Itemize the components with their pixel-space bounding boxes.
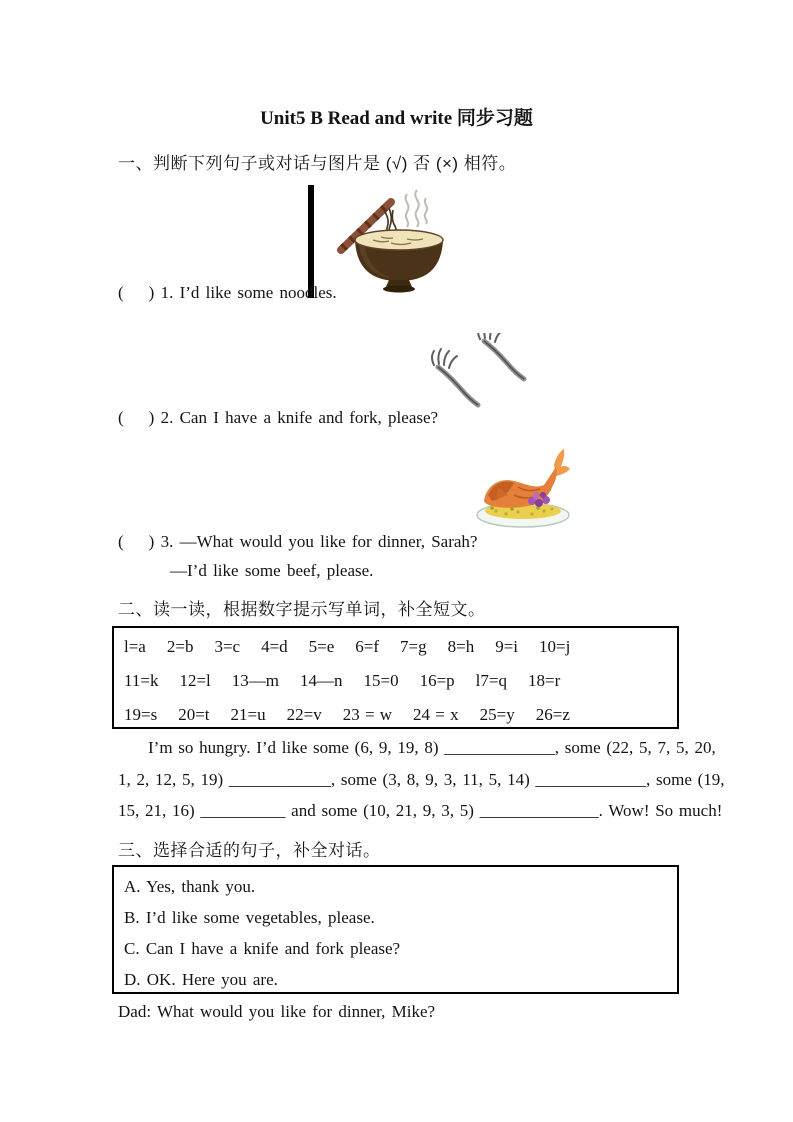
judge-item-3-line1: ( ) 3. —What would you like for dinner, Sarah? bbox=[118, 532, 478, 551]
options-box bbox=[112, 865, 679, 994]
fork-right bbox=[478, 333, 524, 379]
passage-line-3: 15, 21, 16) __________ and some (10, 21, 9, 3, 5) ______________. Wow! So much! bbox=[118, 801, 723, 820]
passage-line-1: I’m so hungry. I’d like some (6, 9, 19, 8) _____________, some (22, 5, 7, 5, 20, bbox=[148, 738, 716, 757]
page-title: Unit5 B Read and write 同步习题 bbox=[260, 108, 533, 129]
dialogue-dad-line: Dad: What would you like for dinner, Mike? bbox=[118, 1002, 436, 1021]
option-c: C. Can I have a knife and fork please? bbox=[124, 939, 401, 958]
option-a: A. Yes, thank you. bbox=[124, 877, 256, 896]
fish-dish-image bbox=[474, 443, 572, 531]
section-two-heading: 二、读一读，根据数字提示写单词，补全短文。 bbox=[118, 600, 486, 619]
code-row-3: 19=s 20=t 21=u 22=v 23 = w 24 = x 25=y 26=z bbox=[124, 705, 570, 724]
code-row-2: 11=k 12=l 13—m 14—n 15=0 16=p l7=q 18=r bbox=[124, 671, 561, 690]
judge-item-1: ( ) 1. I’d like some noodles. bbox=[118, 283, 337, 302]
judge-item-2: ( ) 2. Can I have a knife and fork, please? bbox=[118, 408, 439, 427]
section-one-heading: 一、判断下列句子或对话与图片是 (√) 否 (×) 相符。 bbox=[118, 154, 517, 173]
steam-lines bbox=[406, 190, 428, 227]
vertical-divider-bar bbox=[308, 185, 314, 298]
fork-left bbox=[432, 349, 478, 405]
passage-line-2: 1, 2, 12, 5, 19) ____________, some (3, 8, 9, 3, 11, 5, 14) _____________, some (19, bbox=[118, 770, 725, 789]
option-d: D. OK. Here you are. bbox=[124, 970, 278, 989]
judge-item-3-line2: —I’d like some beef, please. bbox=[170, 561, 374, 580]
section-three-heading: 三、选择合适的句子，补全对话。 bbox=[118, 841, 381, 860]
letter-code-box bbox=[112, 626, 679, 729]
code-row-1: l=a 2=b 3=c 4=d 5=e 6=f 7=g 8=h 9=i 10=j bbox=[124, 637, 571, 656]
noodles-bowl-image bbox=[333, 184, 465, 296]
option-b: B. I’d like some vegetables, please. bbox=[124, 908, 375, 927]
